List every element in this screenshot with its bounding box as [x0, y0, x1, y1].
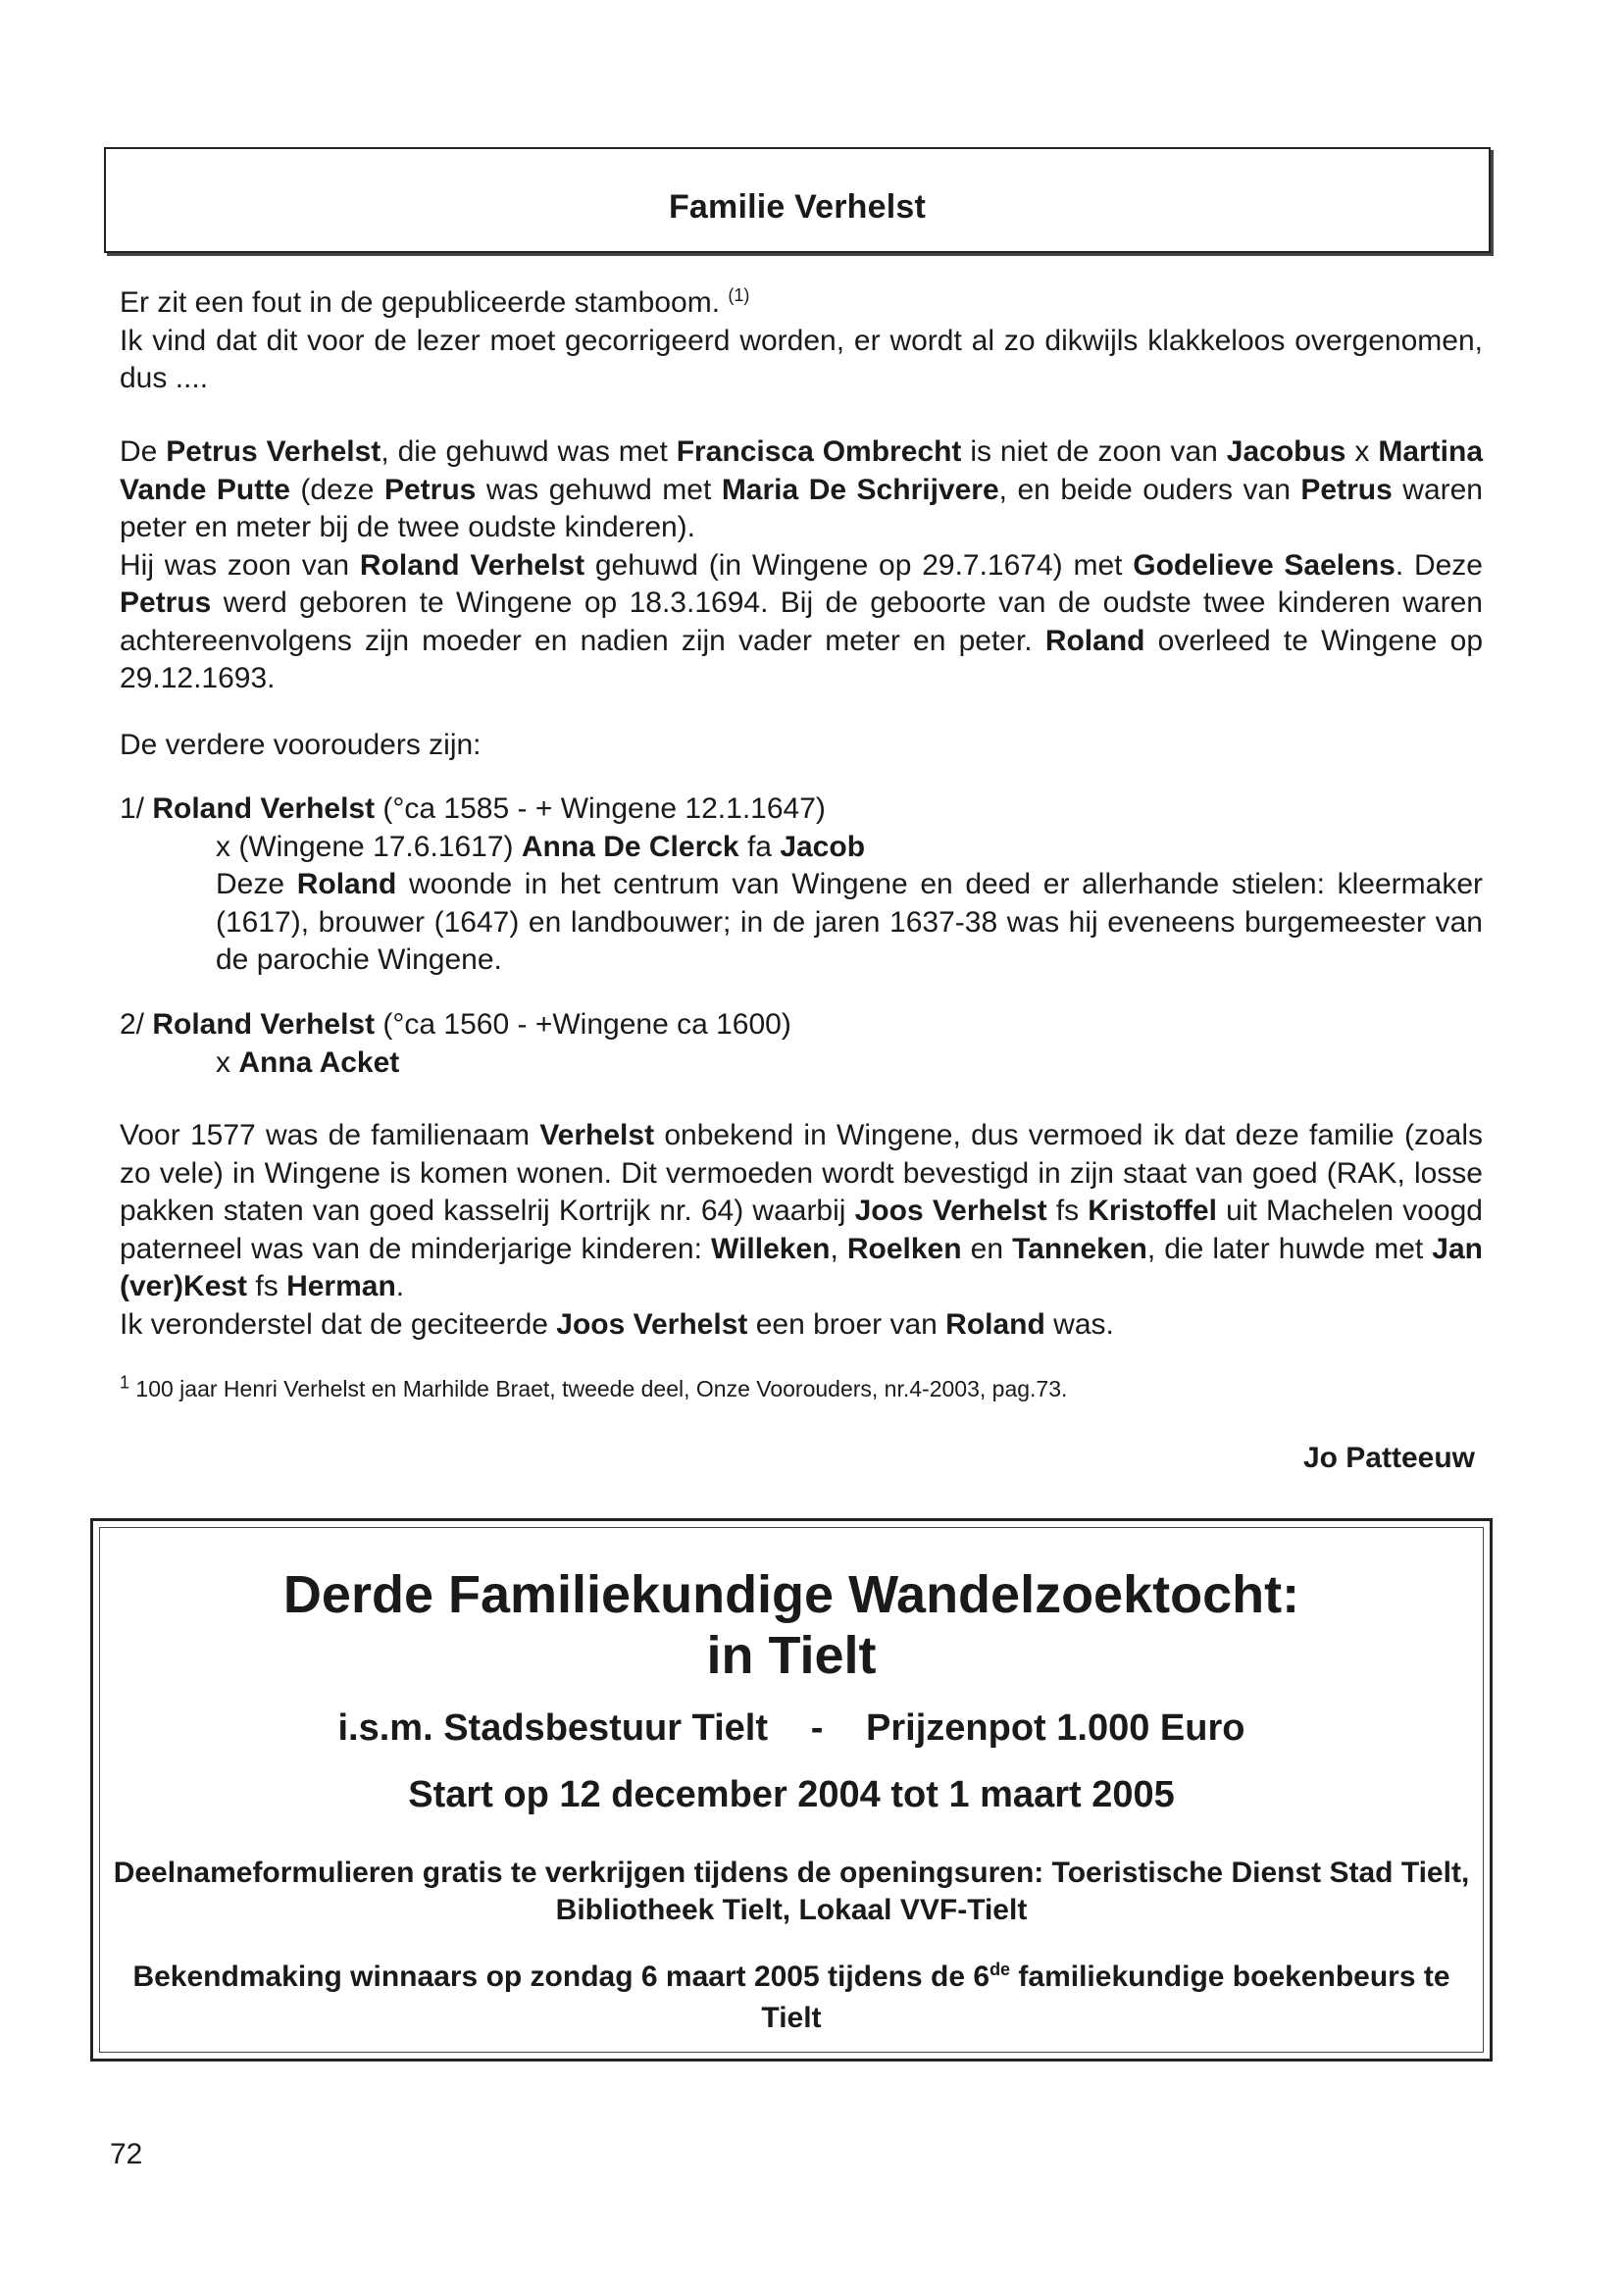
- ancestors-heading-text: De verdere voorouders zijn:: [120, 729, 482, 761]
- name-run: Roland: [945, 1307, 1045, 1341]
- ancestors-heading: [120, 727, 1483, 765]
- footnote-text: 100 jaar Henri Verhelst en Marhilde Braet, tweede deel, Onze Voorouders, nr.4-2003, pag.73.: [129, 1376, 1068, 1401]
- marriage-info: x: [216, 1045, 239, 1079]
- text-run: een broer van: [747, 1307, 946, 1341]
- text-run: familiekundige boekenbeurs te Tielt: [761, 1960, 1450, 2034]
- announcement-winners: [113, 1957, 1470, 2039]
- intro-paragraph: [120, 284, 1483, 398]
- announcement-title: [93, 1564, 1490, 1686]
- text-run: Ik veronderstel dat de geciteerde: [120, 1307, 557, 1341]
- name-run: Petrus: [383, 473, 477, 506]
- name-run: Maria De Schrijvere: [721, 473, 999, 506]
- text-run: werd geboren te Wingene op 18.3.1694. Bij de geboorte van de oudste twee kinderen waren achtereenvolgens zijn moeder en nadien zijn vader meter en peter.: [120, 586, 1483, 657]
- text-run: (deze: [289, 473, 384, 506]
- text-run: en: [961, 1232, 1013, 1265]
- name-run: Joos Verhelst: [854, 1195, 1047, 1227]
- text-run: Bekendmaking winnaars op zondag 6 maart 2005 tijdens de 6: [132, 1960, 990, 1993]
- name-run: Martina Vande Putte: [120, 435, 1484, 506]
- text-run: uit Machelen voogd paterneel was van de minderjarige kinderen:: [120, 1195, 1483, 1265]
- ancestor-name: Roland Verhelst: [152, 1008, 376, 1041]
- announcement-title-line-2: in Tielt: [706, 1626, 877, 1685]
- name-run: Willeken: [711, 1232, 831, 1265]
- title-box: [104, 147, 1491, 253]
- announcement-dates: Start op 12 december 2004 tot 1 maart 2005: [408, 1774, 1175, 1815]
- origin-paragraph: [120, 1117, 1483, 1344]
- spouse-name: Anna De Clerck: [521, 830, 739, 863]
- marriage-info: x (Wingene 17.6.1617): [216, 830, 522, 863]
- ancestor-name: Roland Verhelst: [152, 792, 376, 825]
- separator: -: [810, 1707, 824, 1749]
- announcement-partner: i.s.m. Stadsbestuur Tielt: [337, 1707, 769, 1749]
- name-run: Jan (ver)Kest: [120, 1232, 1483, 1302]
- announcement-partner-line: [93, 1707, 1490, 1750]
- text-run: was.: [1044, 1307, 1114, 1341]
- text-run: x: [1345, 435, 1379, 468]
- name-run: Petrus: [120, 586, 212, 619]
- intro-line-1: Er zit een fout in de gepubliceerde stamboom.: [120, 286, 721, 319]
- text-run: Hij was zoon van: [120, 548, 360, 582]
- name-run: Petrus Verhelst: [166, 435, 381, 468]
- announcement-forms: Deelnameformulieren gratis te verkrijgen tijdens de openingsuren: Toeristische Dienst Stad Tielt, Bibliotheek Tielt, Lokaal VVF-Tielt: [113, 1857, 1470, 1926]
- text-run: was gehuwd met: [476, 473, 722, 506]
- name-run: Kristoffel: [1088, 1195, 1217, 1227]
- footnote: [120, 1374, 1483, 1403]
- announcement-prize: Prijzenpot 1.000 Euro: [866, 1707, 1245, 1749]
- text-run: , die later huwde met: [1146, 1232, 1433, 1265]
- name-run: Godelieve Saelens: [1133, 548, 1396, 582]
- generation-number: 1/: [120, 792, 153, 825]
- generation-2: [120, 1006, 1483, 1082]
- name-run: Joos Verhelst: [556, 1307, 748, 1341]
- name-run: Francisca Ombrecht: [676, 435, 962, 468]
- text-run: fs: [1046, 1195, 1089, 1227]
- name-run: Roland: [296, 868, 397, 900]
- footnote-number: 1: [120, 1372, 130, 1393]
- correction-paragraph: [120, 433, 1483, 698]
- ancestor-description: woonde in het centrum van Wingene en deed er allerhande stielen: kleermaker (1617), brouwer (1647) en landbouwer; in de jaren 1637-38 was hij eveneens burgemeester van de parochie Wingene.: [216, 868, 1483, 976]
- text-run: , die gehuwd was met: [381, 435, 677, 468]
- generation-number: 2/: [120, 1008, 153, 1041]
- father-name: Jacob: [780, 830, 866, 863]
- name-run: Roelken: [846, 1232, 962, 1265]
- author-name: Jo Patteeuw: [1302, 1442, 1475, 1474]
- text-run: ,: [830, 1232, 847, 1265]
- text-run: onbekend in Wingene, dus vermoed ik dat deze familie (zoals zo vele) in Wingene is komen wonen. Dit vermoeden wordt bevestigd in zijn staat van goed (RAK, losse pakken staten van goed kasselrij Kortrijk nr. 64) waarbij: [120, 1119, 1483, 1227]
- text-run: fs: [247, 1270, 287, 1302]
- text-run: overleed te Wingene op 29.12.1693.: [120, 624, 1483, 694]
- name-run: Verhelst: [539, 1119, 655, 1151]
- announcement-title-line-1: Derde Familiekundige Wandelzoektocht:: [282, 1565, 1300, 1624]
- name-run: Jacobus: [1226, 435, 1346, 468]
- text-run: .: [395, 1270, 405, 1302]
- text-run: fa: [738, 830, 781, 863]
- ancestor-dates: (°ca 1560 - +Wingene ca 1600): [375, 1008, 791, 1041]
- footnote-ref: (1): [728, 285, 750, 305]
- generation-1: [120, 790, 1483, 980]
- intro-line-2: Ik vind dat dit voor de lezer moet gecorrigeerd worden, er wordt al zo dikwijls klakkeloos overgenomen, dus ....: [120, 324, 1483, 394]
- text-run: is niet de zoon van: [961, 435, 1227, 468]
- text-run: . Deze: [1395, 548, 1483, 582]
- name-run: Roland Verhelst: [359, 548, 585, 582]
- text-run: waren peter en meter bij de twee oudste kinderen).: [120, 473, 1483, 543]
- page-number: 72: [110, 2138, 143, 2170]
- article-title: Familie Verhelst: [668, 188, 927, 226]
- text-run: Deze: [216, 868, 297, 900]
- name-run: Roland: [1044, 624, 1145, 657]
- spouse-name: Anna Acket: [238, 1045, 400, 1079]
- text-run: Voor 1577 was de familienaam: [120, 1119, 540, 1151]
- name-run: Herman: [286, 1270, 396, 1302]
- ordinal-suffix: de: [990, 1960, 1011, 1979]
- announcement-box: [90, 1518, 1493, 2062]
- ancestor-dates: (°ca 1585 - + Wingene 12.1.1647): [375, 792, 826, 825]
- name-run: Petrus: [1300, 473, 1393, 506]
- text-run: De: [120, 435, 167, 468]
- text-run: , en beide ouders van: [998, 473, 1301, 506]
- name-run: Tanneken: [1012, 1232, 1147, 1265]
- text-run: gehuwd (in Wingene op 29.7.1674) met: [584, 548, 1134, 582]
